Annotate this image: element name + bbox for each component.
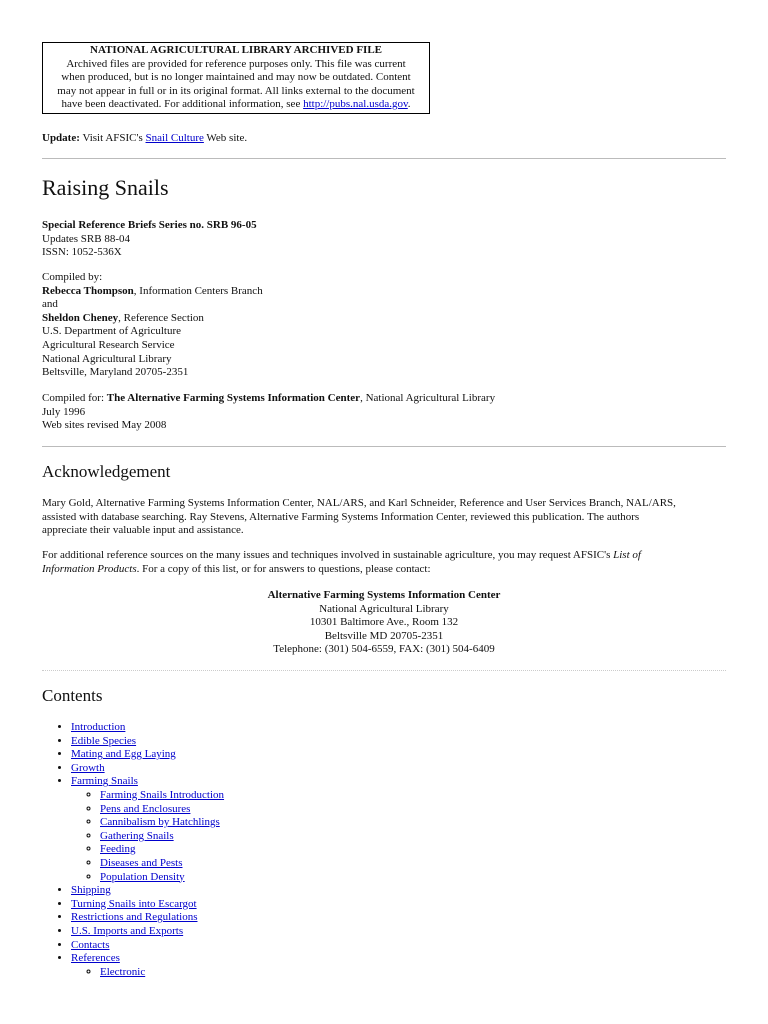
- toc-link-escargot[interactable]: Turning Snails into Escargot: [71, 897, 197, 910]
- toc-item: [71, 952, 224, 979]
- updates-line: Updates SRB 88-04: [42, 232, 130, 245]
- toc-link-feeding[interactable]: Feeding: [100, 843, 136, 856]
- contact-address-line: Beltsville MD 20705-2351: [324, 629, 444, 642]
- archive-notice-box: [42, 42, 430, 114]
- author-line: [42, 312, 263, 326]
- update-line: [42, 132, 247, 146]
- compiled-for-label: Compiled for:: [42, 392, 107, 404]
- list-title-part: Information Products: [42, 562, 137, 575]
- ack-line: appreciate their valuable input and assistance.: [42, 524, 244, 537]
- toc-subitem: [100, 966, 224, 980]
- toc-link-references[interactable]: References: [71, 952, 120, 965]
- table-of-contents: [42, 721, 224, 979]
- additional-sources-text: [42, 549, 726, 576]
- toc-link-mating[interactable]: Mating and Egg Laying: [71, 748, 176, 761]
- update-post: Web site.: [203, 132, 248, 144]
- page-title: Raising Snails: [42, 175, 169, 200]
- compiled-for-info: [42, 392, 495, 433]
- toc-link-diseases[interactable]: Diseases and Pests: [100, 856, 183, 869]
- toc-subitem: [100, 830, 224, 844]
- toc-link-pens[interactable]: Pens and Enclosures: [100, 802, 191, 815]
- author-affiliation: , Information Centers Branch: [133, 284, 263, 297]
- author-line: [42, 285, 263, 299]
- toc-link-growth[interactable]: Growth: [71, 761, 105, 774]
- org-line: Agricultural Research Service: [42, 338, 175, 351]
- pubs-nal-link[interactable]: http://pubs.nal.usda.gov: [303, 98, 408, 111]
- org-line: Beltsville, Maryland 20705-2351: [42, 366, 189, 379]
- toc-link-shipping[interactable]: Shipping: [71, 884, 111, 897]
- org-line: National Agricultural Library: [42, 352, 172, 365]
- toc-item: [71, 775, 224, 884]
- archive-line-with-link: [45, 98, 427, 112]
- compiled-for-line: [42, 392, 495, 406]
- toc-link-farming-intro[interactable]: Farming Snails Introduction: [100, 788, 225, 801]
- toc-link-gathering[interactable]: Gathering Snails: [100, 829, 174, 842]
- divider-dotted: [42, 670, 726, 671]
- archive-line-end: .: [407, 98, 411, 111]
- ack-line: assisted with database searching. Ray Stevens, Alternative Farming Systems Information Center, reviewed this publication. The authors: [42, 510, 640, 523]
- archive-line: may not appear in full or in its original format. All links external to the document: [57, 84, 415, 97]
- publication-info: [42, 219, 257, 260]
- contact-library: National Agricultural Library: [319, 602, 449, 615]
- toc-link-restrictions[interactable]: Restrictions and Regulations: [71, 911, 198, 924]
- acknowledgement-heading: Acknowledgement: [42, 462, 171, 481]
- date-line: July 1996: [42, 405, 86, 418]
- author-name: Sheldon Cheney: [42, 311, 119, 324]
- divider: [42, 446, 726, 447]
- toc-item: [71, 925, 224, 939]
- toc-link-cannibalism[interactable]: Cannibalism by Hatchlings: [100, 816, 220, 829]
- toc-link-farming[interactable]: Farming Snails: [71, 775, 138, 788]
- archive-line: when produced, but is no longer maintained and may now be outdated. Content: [61, 71, 411, 84]
- toc-item: [71, 939, 224, 953]
- author-name: Rebecca Thompson: [42, 284, 134, 297]
- toc-item: [71, 898, 224, 912]
- toc-subitem: [100, 857, 224, 871]
- contact-name: Alternative Farming Systems Information Center: [267, 589, 501, 601]
- toc-link-density[interactable]: Population Density: [100, 870, 185, 883]
- addl-line: [42, 549, 726, 563]
- author-affiliation: , Reference Section: [118, 311, 204, 324]
- issn-line: ISSN: 1052-536X: [42, 246, 122, 259]
- update-label: Update:: [42, 132, 80, 144]
- compiled-by-label: Compiled by:: [42, 271, 103, 283]
- toc-link-electronic[interactable]: Electronic: [100, 965, 146, 978]
- contents-heading: Contents: [42, 686, 103, 705]
- toc-sublist: [71, 966, 224, 980]
- addl-pre: For additional reference sources on the many issues and techniques involved in sustainable agriculture, you may request AFSIC's: [42, 549, 614, 561]
- toc-item: [71, 884, 224, 898]
- compiled-for-rest: , National Agricultural Library: [360, 392, 496, 404]
- toc-subitem: [100, 803, 224, 817]
- toc-item: [71, 735, 224, 749]
- toc-subitem: [100, 871, 224, 885]
- update-pre: Visit AFSIC's: [79, 132, 146, 144]
- addl-line: [42, 563, 726, 577]
- toc-item: [71, 911, 224, 925]
- toc-item: [71, 762, 224, 776]
- toc-subitem: [100, 816, 224, 830]
- compiled-for-name: The Alternative Farming Systems Information Center: [106, 392, 361, 404]
- series-number: Special Reference Briefs Series no. SRB 96-05: [42, 219, 257, 231]
- toc-link-introduction[interactable]: Introduction: [71, 721, 126, 733]
- toc-sublist: [71, 789, 224, 884]
- toc-subitem: [100, 789, 224, 803]
- toc-link-imports[interactable]: U.S. Imports and Exports: [71, 924, 184, 937]
- archive-heading: NATIONAL AGRICULTURAL LIBRARY ARCHIVED FILE: [90, 44, 382, 56]
- list-title-part: List of: [613, 549, 641, 561]
- compilers-info: [42, 271, 263, 380]
- divider: [42, 158, 726, 159]
- toc-subitem: [100, 843, 224, 857]
- addl-rest: . For a copy of this list, or for answers to questions, please contact:: [136, 562, 431, 575]
- toc-link-contacts[interactable]: Contacts: [71, 938, 110, 951]
- org-line: U.S. Department of Agriculture: [42, 325, 181, 338]
- and-line: and: [42, 298, 58, 311]
- revised-line: Web sites revised May 2008: [42, 419, 167, 432]
- acknowledgement-text: [42, 497, 726, 538]
- contact-address: [42, 589, 726, 657]
- toc-item: [71, 748, 224, 762]
- toc-item: [71, 721, 224, 735]
- contact-address-line: 10301 Baltimore Ave., Room 132: [309, 616, 459, 629]
- toc-link-edible-species[interactable]: Edible Species: [71, 734, 137, 747]
- archive-line: have been deactivated. For additional information, see: [61, 98, 301, 111]
- contact-phone: Telephone: (301) 504-6559, FAX: (301) 504-6409: [273, 643, 495, 656]
- snail-culture-link[interactable]: Snail Culture: [145, 132, 204, 144]
- ack-line: Mary Gold, Alternative Farming Systems Information Center, NAL/ARS, and Karl Schneider, Reference and User Services Branch, NAL/ARS,: [42, 497, 676, 509]
- archive-line: Archived files are provided for reference purposes only. This file was current: [66, 57, 406, 70]
